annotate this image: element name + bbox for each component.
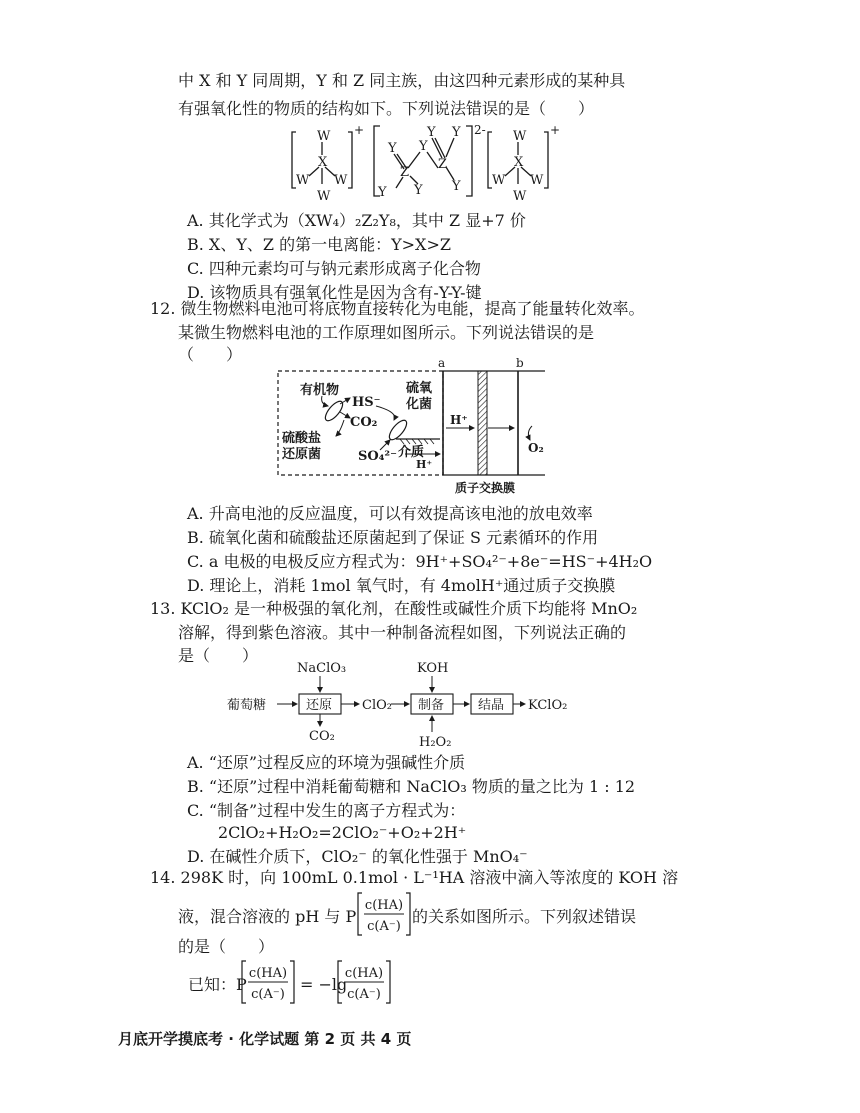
q14-stem-line-3: 的是（ ） [178, 937, 275, 956]
q13-option-b: B. “还原”过程中消耗葡萄糖和 NaClO₃ 物质的量之比为 1 : 12 [187, 777, 636, 796]
electrode-b-label: b [516, 356, 524, 370]
q11-option-c: C. 四种元素均可与钠元素形成离子化合物 [187, 259, 481, 278]
q14-neg-lg: = −lg [300, 975, 348, 994]
q13-stem-line-1: 13. KClO₂ 是一种极强的氧化剂，在酸性或碱性介质下均能将 MnO₂ [150, 599, 638, 618]
q13-option-a: A. “还原”过程反应的环境为强碱性介质 [187, 753, 466, 772]
q14-stem-line-2-end: 的关系如图所示。下列叙述错误 [412, 907, 637, 926]
w-atom: W [296, 173, 310, 188]
h2o2-label: H₂O₂ [419, 735, 452, 748]
organic-matter-label: 有机物 [300, 383, 340, 398]
q11-stem-line-1: 中 X 和 Y 同周期，Y 和 Z 同主族，由这四种元素形成的某种具 [178, 71, 626, 90]
q12-option-d: D. 理论上，消耗 1mol 氧气时，有 4molH⁺通过质子交换膜 [187, 576, 616, 595]
known-fraction-right [336, 958, 392, 1006]
electrode-a-label: a [438, 356, 446, 370]
y-atom: Y [378, 185, 387, 200]
z-atom: Z [438, 157, 448, 172]
fuel-cell-diagram [270, 356, 560, 498]
oxygen-label: O₂ [528, 441, 544, 455]
q11-option-b: B. X、Y、Z 的第一电离能：Y>X>Z [187, 235, 451, 254]
fraction-denominator: c(A⁻) [347, 987, 381, 1002]
hs-label: HS⁻ [352, 395, 381, 410]
sulfur-oxidizer-label-1: 硫氧 [406, 381, 433, 396]
q13-option-c: C. “制备”过程中发生的离子方程式为： [187, 801, 466, 820]
clo2-label: ClO₂ [362, 698, 392, 713]
cation-charge: + [354, 124, 365, 137]
q13-stem-line-2: 溶解，得到紫色溶液。其中一种制备流程如图，下列说法正确的 [178, 623, 627, 642]
naclo3-label: NaClO₃ [297, 661, 347, 676]
x-atom: X [514, 155, 524, 170]
anion-charge: 2- [474, 124, 486, 137]
q12-stem-line-3: （ ） [178, 345, 243, 364]
w-atom: W [317, 189, 331, 204]
glucose-label: 葡萄糖 [227, 698, 267, 713]
q11-option-a: A. 其化学式为（XW₄）₂Z₂Y₈，其中 Z 显+7 价 [187, 211, 526, 230]
proton-label-lower: H⁺ [416, 458, 433, 471]
sulfur-oxidizer-label-2: 化菌 [406, 397, 433, 412]
z-atom: Z [400, 165, 410, 180]
q14-known-prefix: 已知：P [188, 975, 247, 994]
known-fraction-left [240, 958, 296, 1006]
concentration-ratio-fraction [356, 890, 412, 938]
q11-structure-diagram [290, 124, 590, 206]
q13-option-d: D. 在碱性介质下，ClO₂⁻ 的氧化性强于 MnO₄⁻ [187, 847, 528, 866]
y-atom: Y [419, 139, 428, 154]
y-atom: Y [427, 125, 436, 140]
y-atom: Y [414, 183, 423, 198]
q12-stem-line-1: 12. 微生物燃料电池可将底物直接转化为电能，提高了能量转化效率。 [150, 299, 645, 318]
w-atom: W [317, 129, 331, 144]
q13-stem-line-3: 是（ ） [178, 646, 259, 665]
proton-label-upper: H⁺ [450, 413, 468, 427]
y-atom: Y [388, 141, 397, 156]
y-atom: Y [452, 179, 461, 194]
q12-option-c: C. a 电极的电极反应方程式为：9H⁺+SO₄²⁻+8e⁻=HS⁻+4H₂O [187, 552, 653, 571]
fraction-numerator: c(HA) [344, 966, 384, 981]
preparation-flow-diagram [225, 656, 585, 748]
w-atom: W [492, 173, 506, 188]
sulfate-reducer-label-1: 硫酸盐 [282, 431, 322, 446]
y-atom: Y [452, 125, 461, 140]
co2-label: CO₂ [309, 729, 335, 744]
q14-stem-line-2-start: 液，混合溶液的 pH 与 P [178, 907, 357, 926]
prepare-label: 制备 [418, 698, 445, 713]
q11-stem-line-2: 有强氧化性的物质的结构如下。下列说法错误的是（ ） [178, 99, 595, 118]
q12-stem-line-2: 某微生物燃料电池的工作原理如图所示。下列说法错误的是 [178, 323, 595, 342]
sulfate-reducer-label-2: 还原菌 [282, 447, 322, 462]
w-atom: W [513, 129, 527, 144]
q13-option-c-equation: 2ClO₂+H₂O₂=2ClO₂⁻+O₂+2H⁺ [218, 823, 467, 842]
x-atom: X [318, 155, 328, 170]
koh-label: KOH [417, 661, 449, 676]
fraction-denominator: c(A⁻) [367, 919, 401, 934]
w-atom: W [513, 189, 527, 204]
cation-charge: + [550, 124, 561, 137]
co2-label: CO₂ [350, 415, 378, 430]
sulfate-ion-label: SO₄²⁻ [358, 449, 397, 464]
q12-option-b: B. 硫氧化菌和硫酸盐还原菌起到了保证 S 元素循环的作用 [187, 528, 599, 547]
medium-label: 介质 [398, 445, 425, 460]
page-footer: 月底开学摸底考 · 化学试题 第 2 页 共 4 页 [118, 1030, 412, 1048]
reduce-label: 还原 [306, 698, 333, 713]
membrane-label: 质子交换膜 [455, 481, 516, 495]
q11-option-d: D. 该物质具有强氧化性是因为含有-Y-Y-键 [187, 283, 482, 302]
fraction-numerator: c(HA) [364, 898, 404, 913]
q12-option-a: A. 升高电池的反应温度，可以有效提高该电池的放电效率 [187, 504, 593, 523]
w-atom: W [530, 173, 544, 188]
crystallize-label: 结晶 [478, 698, 505, 713]
q14-stem-line-1: 14. 298K 时，向 100mL 0.1mol · L⁻¹HA 溶液中滴入等浓度的 KOH 溶 [150, 868, 679, 887]
kclo2-label: KClO₂ [528, 698, 568, 713]
fraction-numerator: c(HA) [248, 966, 288, 981]
w-atom: W [334, 173, 348, 188]
fraction-denominator: c(A⁻) [251, 987, 285, 1002]
